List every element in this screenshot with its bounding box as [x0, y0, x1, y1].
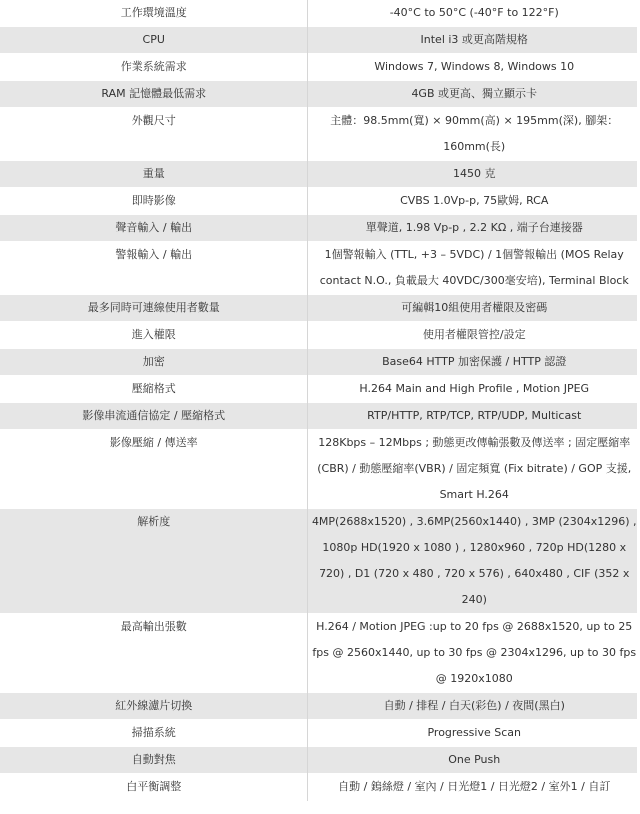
table-row — [0, 693, 640, 720]
spec-value: 單聲道, 1.98 Vp-p , 2.2 KΩ , 端子台連接器 — [308, 215, 640, 242]
spec-value: Progressive Scan — [427, 726, 521, 739]
table-row — [0, 54, 640, 81]
spec-label: 解析度 — [0, 509, 308, 614]
spec-label: 最多同時可連線使用者數量 — [0, 295, 308, 322]
spec-label: 白平衡調整 — [0, 774, 308, 801]
table-row — [0, 0, 640, 27]
spec-label: 即時影像 — [0, 188, 308, 215]
spec-value: CVBS 1.0Vp-p, 75歐姆, RCA — [400, 194, 549, 207]
spec-label: 紅外線濾片切換 — [0, 693, 308, 720]
spec-value: Intel i3 或更高階規格 — [308, 27, 640, 54]
spec-label: 工作環境溫度 — [0, 0, 308, 27]
spec-label: 掃描系統 — [0, 720, 308, 747]
table-row — [0, 747, 640, 774]
table-row — [0, 242, 640, 295]
table-row — [0, 376, 640, 403]
spec-label: 影像串流通信協定 / 壓縮格式 — [0, 403, 308, 430]
table-row — [0, 81, 640, 108]
table-row — [0, 322, 640, 349]
spec-value: 4MP(2688x1520) , 3.6MP(2560x1440) , 3MP (2304x1296) , 1080p HD(1920 x 1080 ) , 1280x960 , 720p HD(1280 x 720) , D1 (720 x 480 , 720 x 576) , 640x480 , CIF (352 x 240) — [308, 509, 640, 614]
spec-label: RAM 記憶體最低需求 — [0, 81, 308, 108]
table-row — [0, 720, 640, 747]
spec-value: 可編輯10組使用者權限及密碼 — [308, 295, 640, 322]
table-row — [0, 215, 640, 242]
spec-value: One Push — [308, 747, 640, 774]
table-row — [0, 108, 640, 161]
spec-value: 4GB 或更高、獨立顯示卡 — [308, 81, 640, 108]
spec-value: RTP/HTTP, RTP/TCP, RTP/UDP, Multicast — [308, 403, 640, 430]
spec-label: 加密 — [0, 349, 308, 376]
spec-value: H.264 Main and High Profile , Motion JPEG — [359, 382, 590, 395]
spec-value: Base64 HTTP 加密保護 / HTTP 認證 — [308, 349, 640, 376]
table-row — [0, 403, 640, 430]
spec-label: 作業系統需求 — [0, 54, 308, 81]
table-row — [0, 614, 640, 693]
spec-value: 使用者權限管控/設定 — [422, 328, 526, 341]
spec-label: CPU — [0, 27, 308, 54]
spec-value: 主體：98.5mm(寬) × 90mm(高) × 195mm(深), 腳架：160mm(長) — [330, 114, 619, 153]
spec-label: 聲音輸入 / 輸出 — [0, 215, 308, 242]
spec-label: 警報輸入 / 輸出 — [0, 242, 308, 295]
table-row — [0, 161, 640, 188]
spec-label: 自動對焦 — [0, 747, 308, 774]
spec-value: 1450 克 — [308, 161, 640, 188]
spec-value: H.264 / Motion JPEG :up to 20 fps @ 2688x1520, up to 25 fps @ 2560x1440, up to 30 fps @ 2304x1296, up to 30 fps @ 1920x1080 — [312, 620, 637, 685]
spec-value: Windows 7, Windows 8, Windows 10 — [374, 60, 575, 73]
spec-value: 自動 / 鎢絲燈 / 室內 / 日光燈1 / 日光燈2 / 室外1 / 自訂 — [338, 780, 611, 793]
table-row — [0, 27, 640, 54]
spec-label: 影像壓縮 / 傳送率 — [0, 430, 308, 509]
table-row — [0, 509, 640, 614]
table-row — [0, 349, 640, 376]
spec-label: 重量 — [0, 161, 308, 188]
spec-label: 外觀尺寸 — [0, 108, 308, 161]
table-row — [0, 188, 640, 215]
spec-label: 壓縮格式 — [0, 376, 308, 403]
table-row — [0, 295, 640, 322]
spec-value: 自動 / 排程 / 白天(彩色) / 夜間(黑白) — [308, 693, 640, 720]
spec-label: 進入權限 — [0, 322, 308, 349]
table-row — [0, 774, 640, 801]
spec-value: 1個警報輸入 (TTL, +3 – 5VDC) / 1個警報輸出 (MOS Relay contact N.O., 負載最大 40VDC/300毫安培), Terminal Block — [319, 248, 629, 287]
spec-label: 最高輸出張數 — [0, 614, 308, 693]
spec-value: 128Kbps – 12Mbps ; 動態更改傳輸張數及傳送率 ; 固定壓縮率(CBR) / 動態壓縮率(VBR) / 固定頻寬 (Fix bitrate) / GOP 支援, Smart H.264 — [317, 436, 632, 501]
table-row — [0, 430, 640, 509]
spec-value: -40°C to 50°C (-40°F to 122°F) — [389, 6, 559, 19]
